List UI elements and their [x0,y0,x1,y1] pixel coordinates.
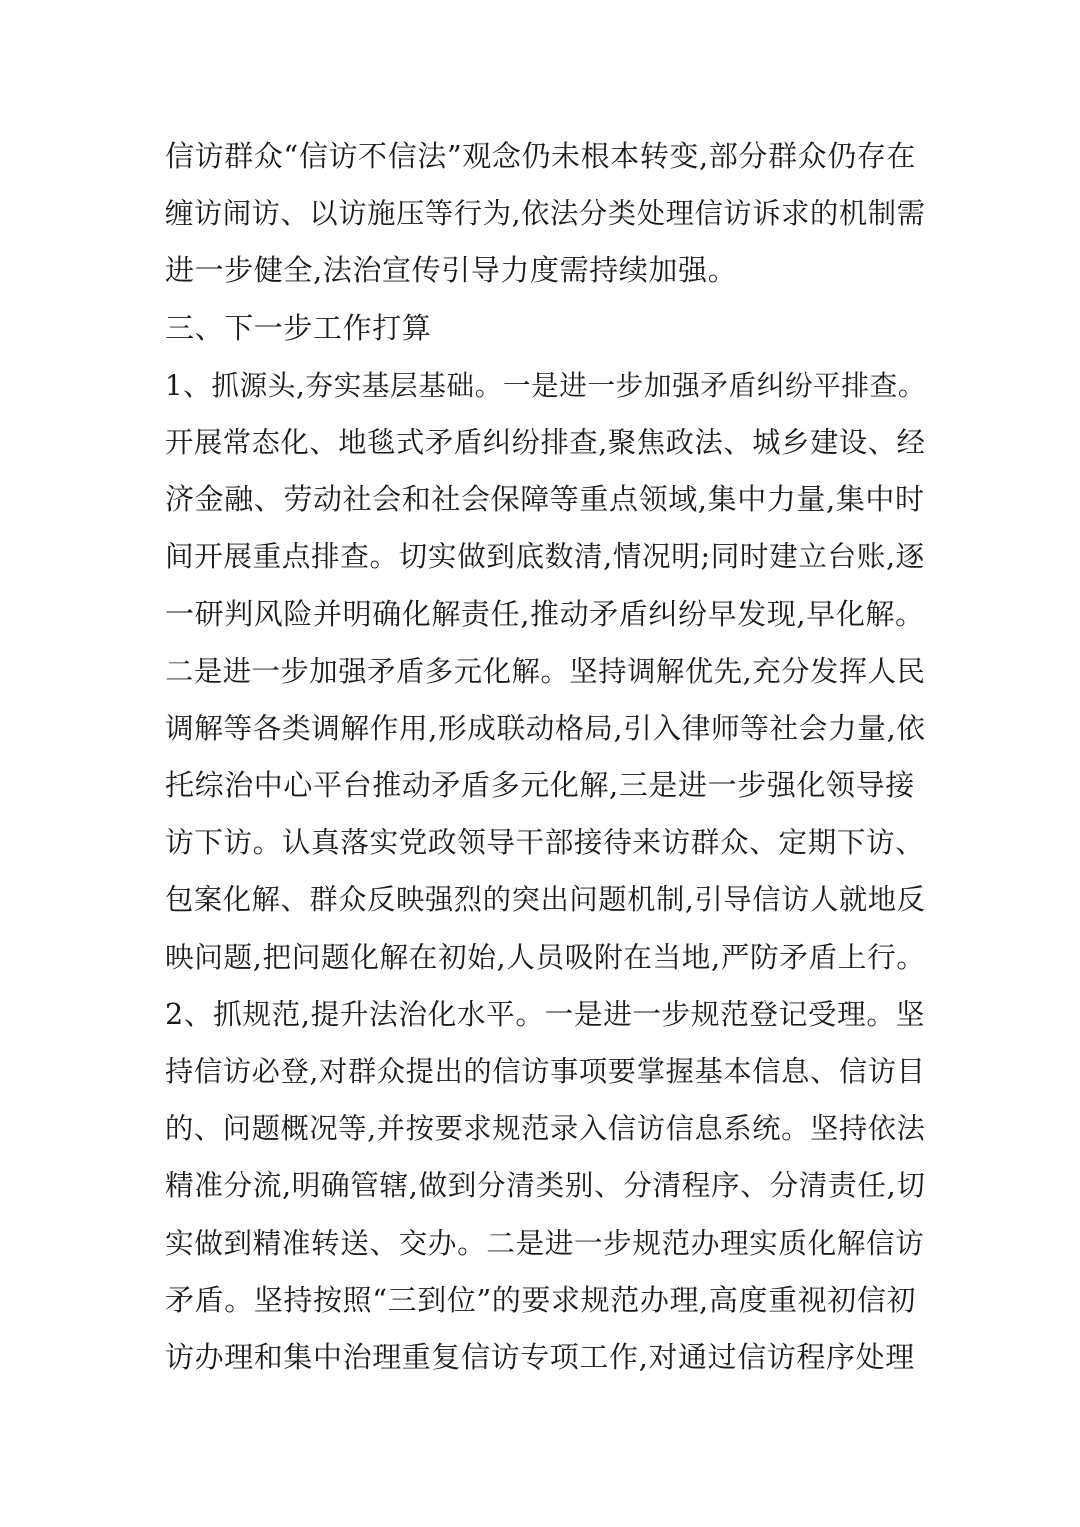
text-line: 托综治中心平台推动矛盾多元化解,三是进一步强化领导接 [165,768,915,803]
document-body [165,128,925,1386]
text-line: 实做到精准转送、交办。二是进一步规范办理实质化解信访 [165,1225,925,1260]
text-line: 包案化解、群众反映强烈的突出问题机制,引导信访人就地反 [165,883,926,917]
text-line: 信访群众“信访不信法”观念仍未根本转变,部分群众仍存在 [165,139,917,173]
section-heading: 三、下一步工作打算 [165,310,432,345]
text-line: 济金融、劳动社会和社会保障等重点领域,集中力量,集中时 [165,482,925,517]
text-line: 的、问题概况等,并按要求规范录入信访信息系统。坚持依法 [165,1112,926,1146]
text-line: 访办理和集中治理重复信访专项工作,对通过信访程序处理 [165,1339,915,1374]
text-line: 1、抓源头,夯实基层基础。一是进一步加强矛盾纠纷平排查。 [165,368,926,402]
text-line: 2、抓规范,提升法治化水平。一是进一步规范登记受理。坚 [165,996,925,1031]
text-line: 间开展重点排查。切实做到底数清,情况明;同时建立台账,逐 [165,539,925,574]
text-line: 调解等各类调解作用,形成联动格局,引入律师等社会力量,依 [165,710,926,745]
text-line: 访下访。认真落实党政领导干部接待来访群众、定期下访、 [165,825,925,860]
text-line: 开展常态化、地毯式矛盾纠纷排查,聚焦政法、城乡建设、经 [165,425,926,459]
text-line: 缠访闹访、以访施压等行为,依法分类处理信访诉求的机制需 [165,197,926,231]
text-line: 精准分流,明确管辖,做到分清类别、分清程序、分清责任,切 [165,1168,926,1203]
text-line: 二是进一步加强矛盾多元化解。坚持调解优先,充分发挥人民 [165,654,926,688]
text-line: 持信访必登,对群众提出的信访事项要掌握基本信息、信访目 [165,1055,926,1088]
text-line: 一研判风险并明确化解责任,推动矛盾纠纷早发现,早化解。 [165,596,925,631]
text-line: 矛盾。坚持按照“三到位”的要求规范办理,高度重视初信初 [165,1282,917,1317]
text-line: 进一步健全,法治宣传引导力度需持续加强。 [165,253,738,288]
text-line: 映问题,把问题化解在初始,人员吸附在当地,严防矛盾上行。 [165,939,926,974]
